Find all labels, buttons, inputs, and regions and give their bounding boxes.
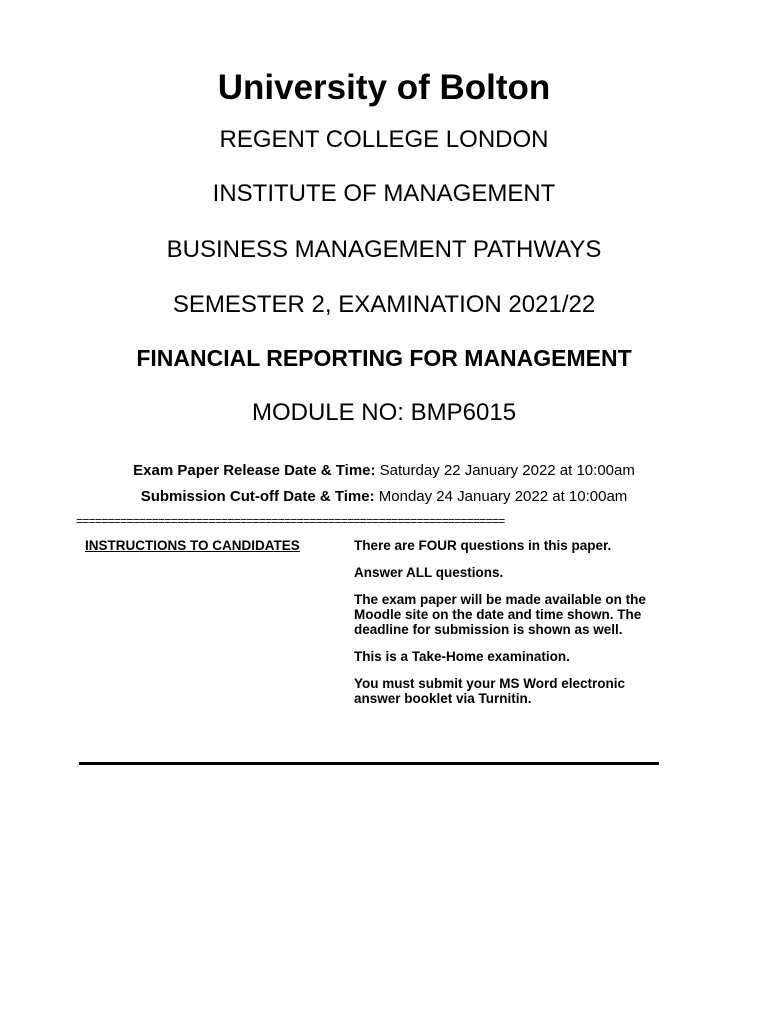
module-title: FINANCIAL REPORTING FOR MANAGEMENT <box>136 345 632 371</box>
instructions-list <box>354 538 674 718</box>
instruction-item: You must submit your MS Word electronic answer booklet via Turnitin. <box>354 676 626 706</box>
college-name: REGENT COLLEGE LONDON <box>219 126 549 153</box>
semester-line: SEMESTER 2, EXAMINATION 2021/22 <box>172 291 596 318</box>
horizontal-rule <box>79 762 659 765</box>
instruction-item: Answer ALL questions. <box>354 565 504 580</box>
institute-name: INSTITUTE OF MANAGEMENT <box>212 180 556 207</box>
pathway-name: BUSINESS MANAGEMENT PATHWAYS <box>166 236 602 263</box>
cutoff-date-label: Submission Cut-off Date & Time: <box>140 488 375 505</box>
university-title: University of Bolton <box>217 68 551 107</box>
cutoff-date-line <box>0 488 768 505</box>
instructions-heading: INSTRUCTIONS TO CANDIDATES <box>85 538 300 553</box>
instruction-item: This is a Take-Home examination. <box>354 649 570 664</box>
separator-line: ==================================================================== <box>76 515 505 529</box>
instruction-item: The exam paper will be made available on the Moodle site on the date and time shown. The deadline for submission is shown as well. <box>354 592 646 637</box>
release-date-label: Exam Paper Release Date & Time: <box>133 462 376 479</box>
instruction-item: There are FOUR questions in this paper. <box>354 538 612 553</box>
release-date-value: Saturday 22 January 2022 at 10:00am <box>375 462 635 479</box>
module-number: MODULE NO: BMP6015 <box>251 399 517 426</box>
release-date-line <box>0 462 768 479</box>
cutoff-date-value: Monday 24 January 2022 at 10:00am <box>374 488 628 505</box>
